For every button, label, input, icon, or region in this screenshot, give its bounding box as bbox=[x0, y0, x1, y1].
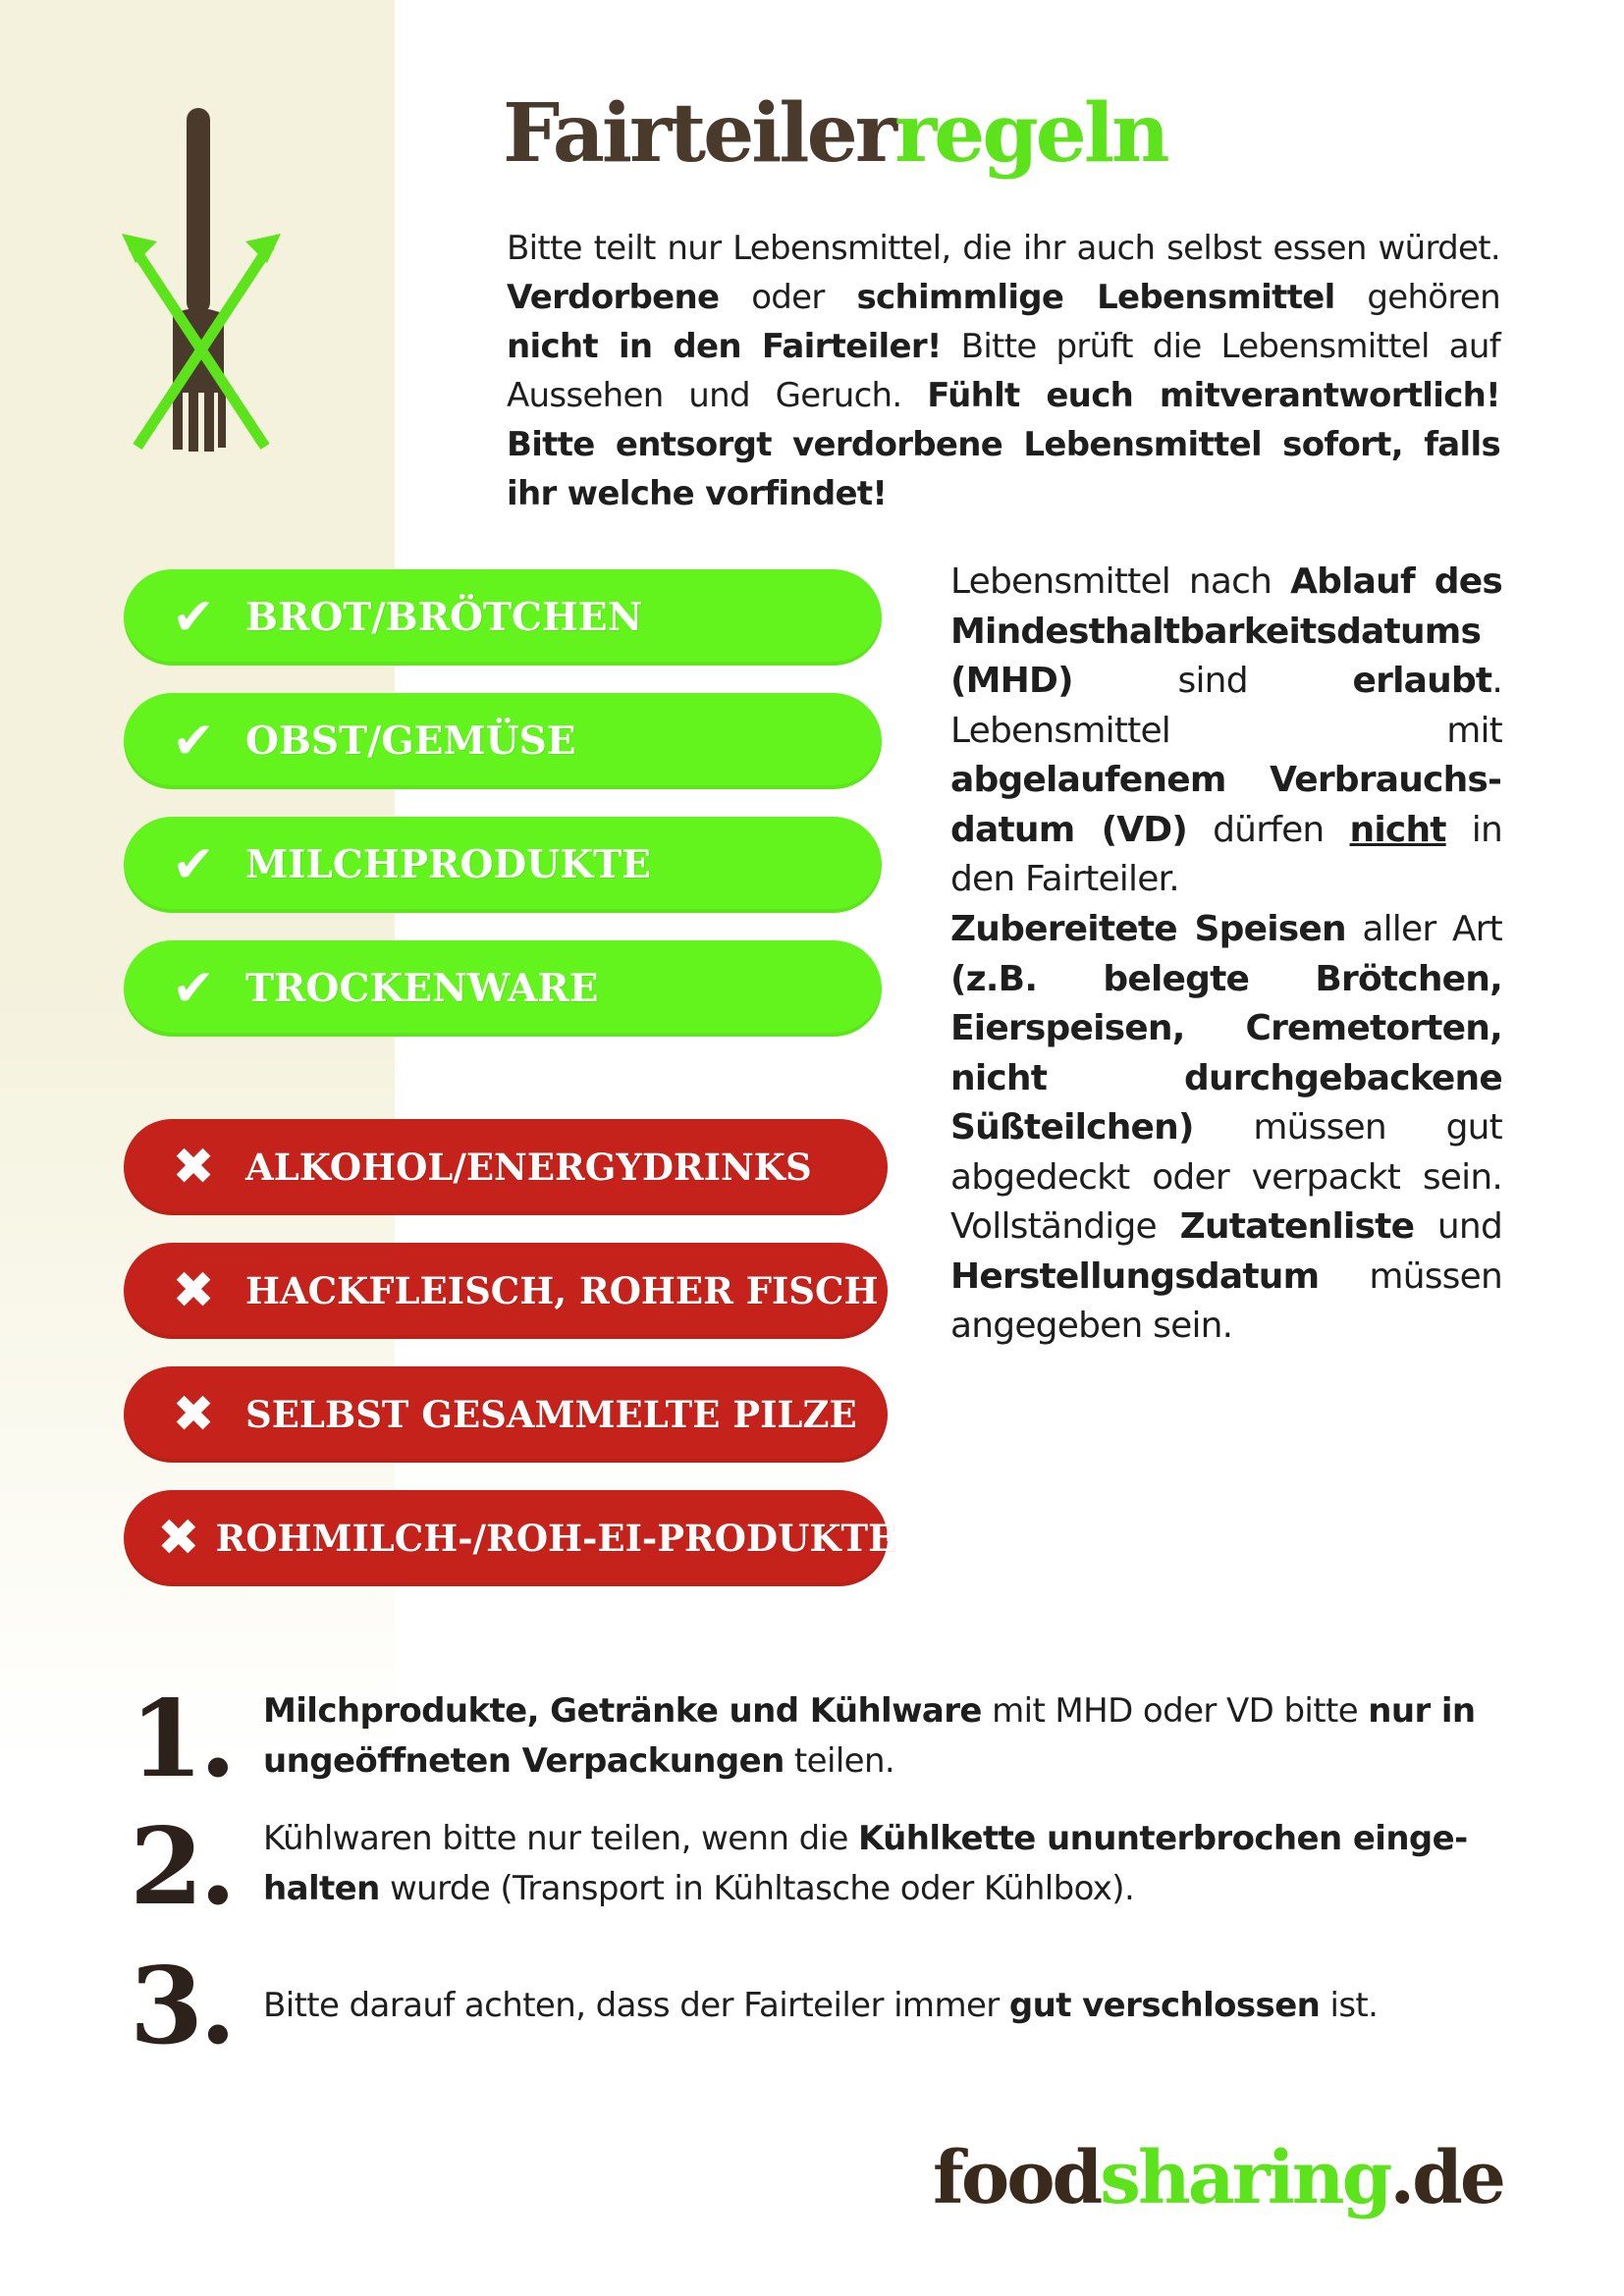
text-run: gut verschlossen bbox=[1008, 1986, 1321, 2025]
x-icon: ✖ bbox=[172, 1385, 215, 1444]
crossed-fork-icon bbox=[118, 98, 285, 471]
text-run: Kühlwaren bitte nur teilen, wenn die bbox=[263, 1819, 859, 1858]
allowed-item-label: BROT/BRÖTCHEN bbox=[245, 595, 643, 640]
text-run: abgelaufenem Verbrauchsdatum (VD) bbox=[950, 760, 1502, 850]
brand-part-sharing: sharing bbox=[1100, 2136, 1390, 2220]
text-run: Kühlkette ununterbrochen eingehalten bbox=[263, 1819, 1469, 1908]
text-run: schimmlige Lebensmittel bbox=[856, 278, 1335, 317]
check-icon: ✔ bbox=[172, 712, 215, 771]
page-title bbox=[503, 86, 1167, 181]
forbidden-item bbox=[124, 1243, 888, 1339]
intro-text bbox=[507, 224, 1500, 518]
text-run: Herstellungsdatum bbox=[950, 1255, 1320, 1297]
rule-text bbox=[263, 1814, 1502, 1914]
check-icon: ✔ bbox=[172, 959, 215, 1018]
allowed-item-label: TROCKENWARE bbox=[245, 966, 599, 1011]
mhd-paragraph bbox=[950, 558, 1502, 905]
text-run: mit MHD oder VD bitte bbox=[981, 1691, 1369, 1731]
text-run: . Lebensmittel mit bbox=[950, 661, 1502, 751]
text-run: dürfen bbox=[1187, 809, 1350, 850]
brand-part-food: food bbox=[933, 2136, 1101, 2220]
forbidden-item bbox=[124, 1490, 896, 1586]
text-run: wurde (Transport in Kühltasche oder Kühlbox). bbox=[379, 1869, 1135, 1908]
check-icon: ✔ bbox=[172, 835, 215, 894]
x-icon: ✖ bbox=[172, 1138, 215, 1197]
allowed-item bbox=[124, 569, 882, 666]
text-run: nur in ungeöffneten Verpackungen bbox=[263, 1691, 1476, 1781]
text-run: Bitte teilt nur Lebensmittel, die ihr auch selbst essen würdet. bbox=[507, 229, 1500, 268]
title-part-fairteiler: Fairteiler bbox=[503, 86, 894, 181]
text-run: sind bbox=[1072, 661, 1353, 701]
allowed-item-label: MILCHPRODUKTE bbox=[245, 842, 651, 887]
allowed-item bbox=[124, 940, 882, 1037]
title-part-regeln: regeln bbox=[893, 86, 1167, 181]
allowed-item bbox=[124, 817, 882, 913]
text-run: Milchprodukte, Getränke und Kühlware bbox=[263, 1691, 982, 1731]
text-run: Lebensmittel nach bbox=[950, 561, 1291, 602]
text-run: gehören bbox=[1334, 278, 1500, 317]
text-run: müssen angegeben sein. bbox=[950, 1255, 1502, 1346]
text-run: nicht bbox=[1349, 809, 1446, 850]
allowed-item bbox=[124, 693, 882, 789]
forbidden-item-label: SELBST GESAMMELTE PILZE bbox=[245, 1393, 857, 1436]
rule-number: 3. bbox=[130, 1945, 233, 2068]
text-run: erlaubt bbox=[1352, 661, 1492, 701]
x-icon: ✖ bbox=[172, 1261, 215, 1320]
forbidden-item-label: HACKFLEISCH, ROHER FISCH bbox=[245, 1269, 879, 1312]
text-run: Bitte prüft die Lebensmittel auf Aussehen und Geruch. bbox=[507, 327, 1500, 415]
brand-part-domain: .de bbox=[1389, 2136, 1503, 2220]
allowed-item-label: OBST/GEMÜSE bbox=[245, 719, 576, 764]
rule-text bbox=[263, 1686, 1502, 1787]
prepared-food-paragraph bbox=[950, 905, 1502, 1352]
rule-text bbox=[263, 1981, 1502, 2031]
text-run: Verdorbene bbox=[507, 278, 720, 317]
forbidden-item-label: ROHMILCH-/ROH-EI-PRODUKTE bbox=[215, 1517, 896, 1560]
text-run: Zutatenliste bbox=[1179, 1206, 1415, 1247]
forbidden-item-label: ALKOHOL/ENERGYDRINKS bbox=[245, 1146, 812, 1189]
text-run: Ablauf des Mindesthaltbarkeitsdatums (MHD) bbox=[950, 561, 1503, 701]
text-run: ist. bbox=[1320, 1986, 1379, 2025]
text-run: nicht in den Fairteiler! bbox=[507, 327, 942, 366]
forbidden-item bbox=[124, 1366, 888, 1463]
text-run: (z.B. belegte Brötchen, Eierspeisen, Cremetorten, nicht durchgebackene Süßteilchen) bbox=[950, 958, 1502, 1148]
text-run: aller Art bbox=[1345, 909, 1502, 949]
text-run: teilen. bbox=[784, 1741, 895, 1781]
forbidden-item bbox=[124, 1119, 888, 1215]
text-run: Fühlt euch mitverantwortlich! Bitte entsorgt verdorbene Lebensmittel sofort, falls ihr welche vorfindet! bbox=[507, 376, 1500, 513]
text-run: oder bbox=[719, 278, 857, 317]
text-run: und bbox=[1414, 1206, 1502, 1247]
x-icon: ✖ bbox=[157, 1509, 200, 1568]
check-icon: ✔ bbox=[172, 588, 215, 647]
text-run: in den Fairteiler. bbox=[950, 809, 1502, 899]
text-run: Zubereitete Speisen bbox=[950, 909, 1346, 949]
brand-logo bbox=[933, 2136, 1503, 2220]
rule-number: 1. bbox=[130, 1678, 233, 1801]
rule-number: 2. bbox=[130, 1805, 233, 1929]
text-run: müssen gut abgedeckt oder verpackt sein. Vollständige bbox=[950, 1107, 1502, 1247]
text-run: Bitte darauf achten, dass der Fairteiler immer bbox=[263, 1986, 1009, 2025]
